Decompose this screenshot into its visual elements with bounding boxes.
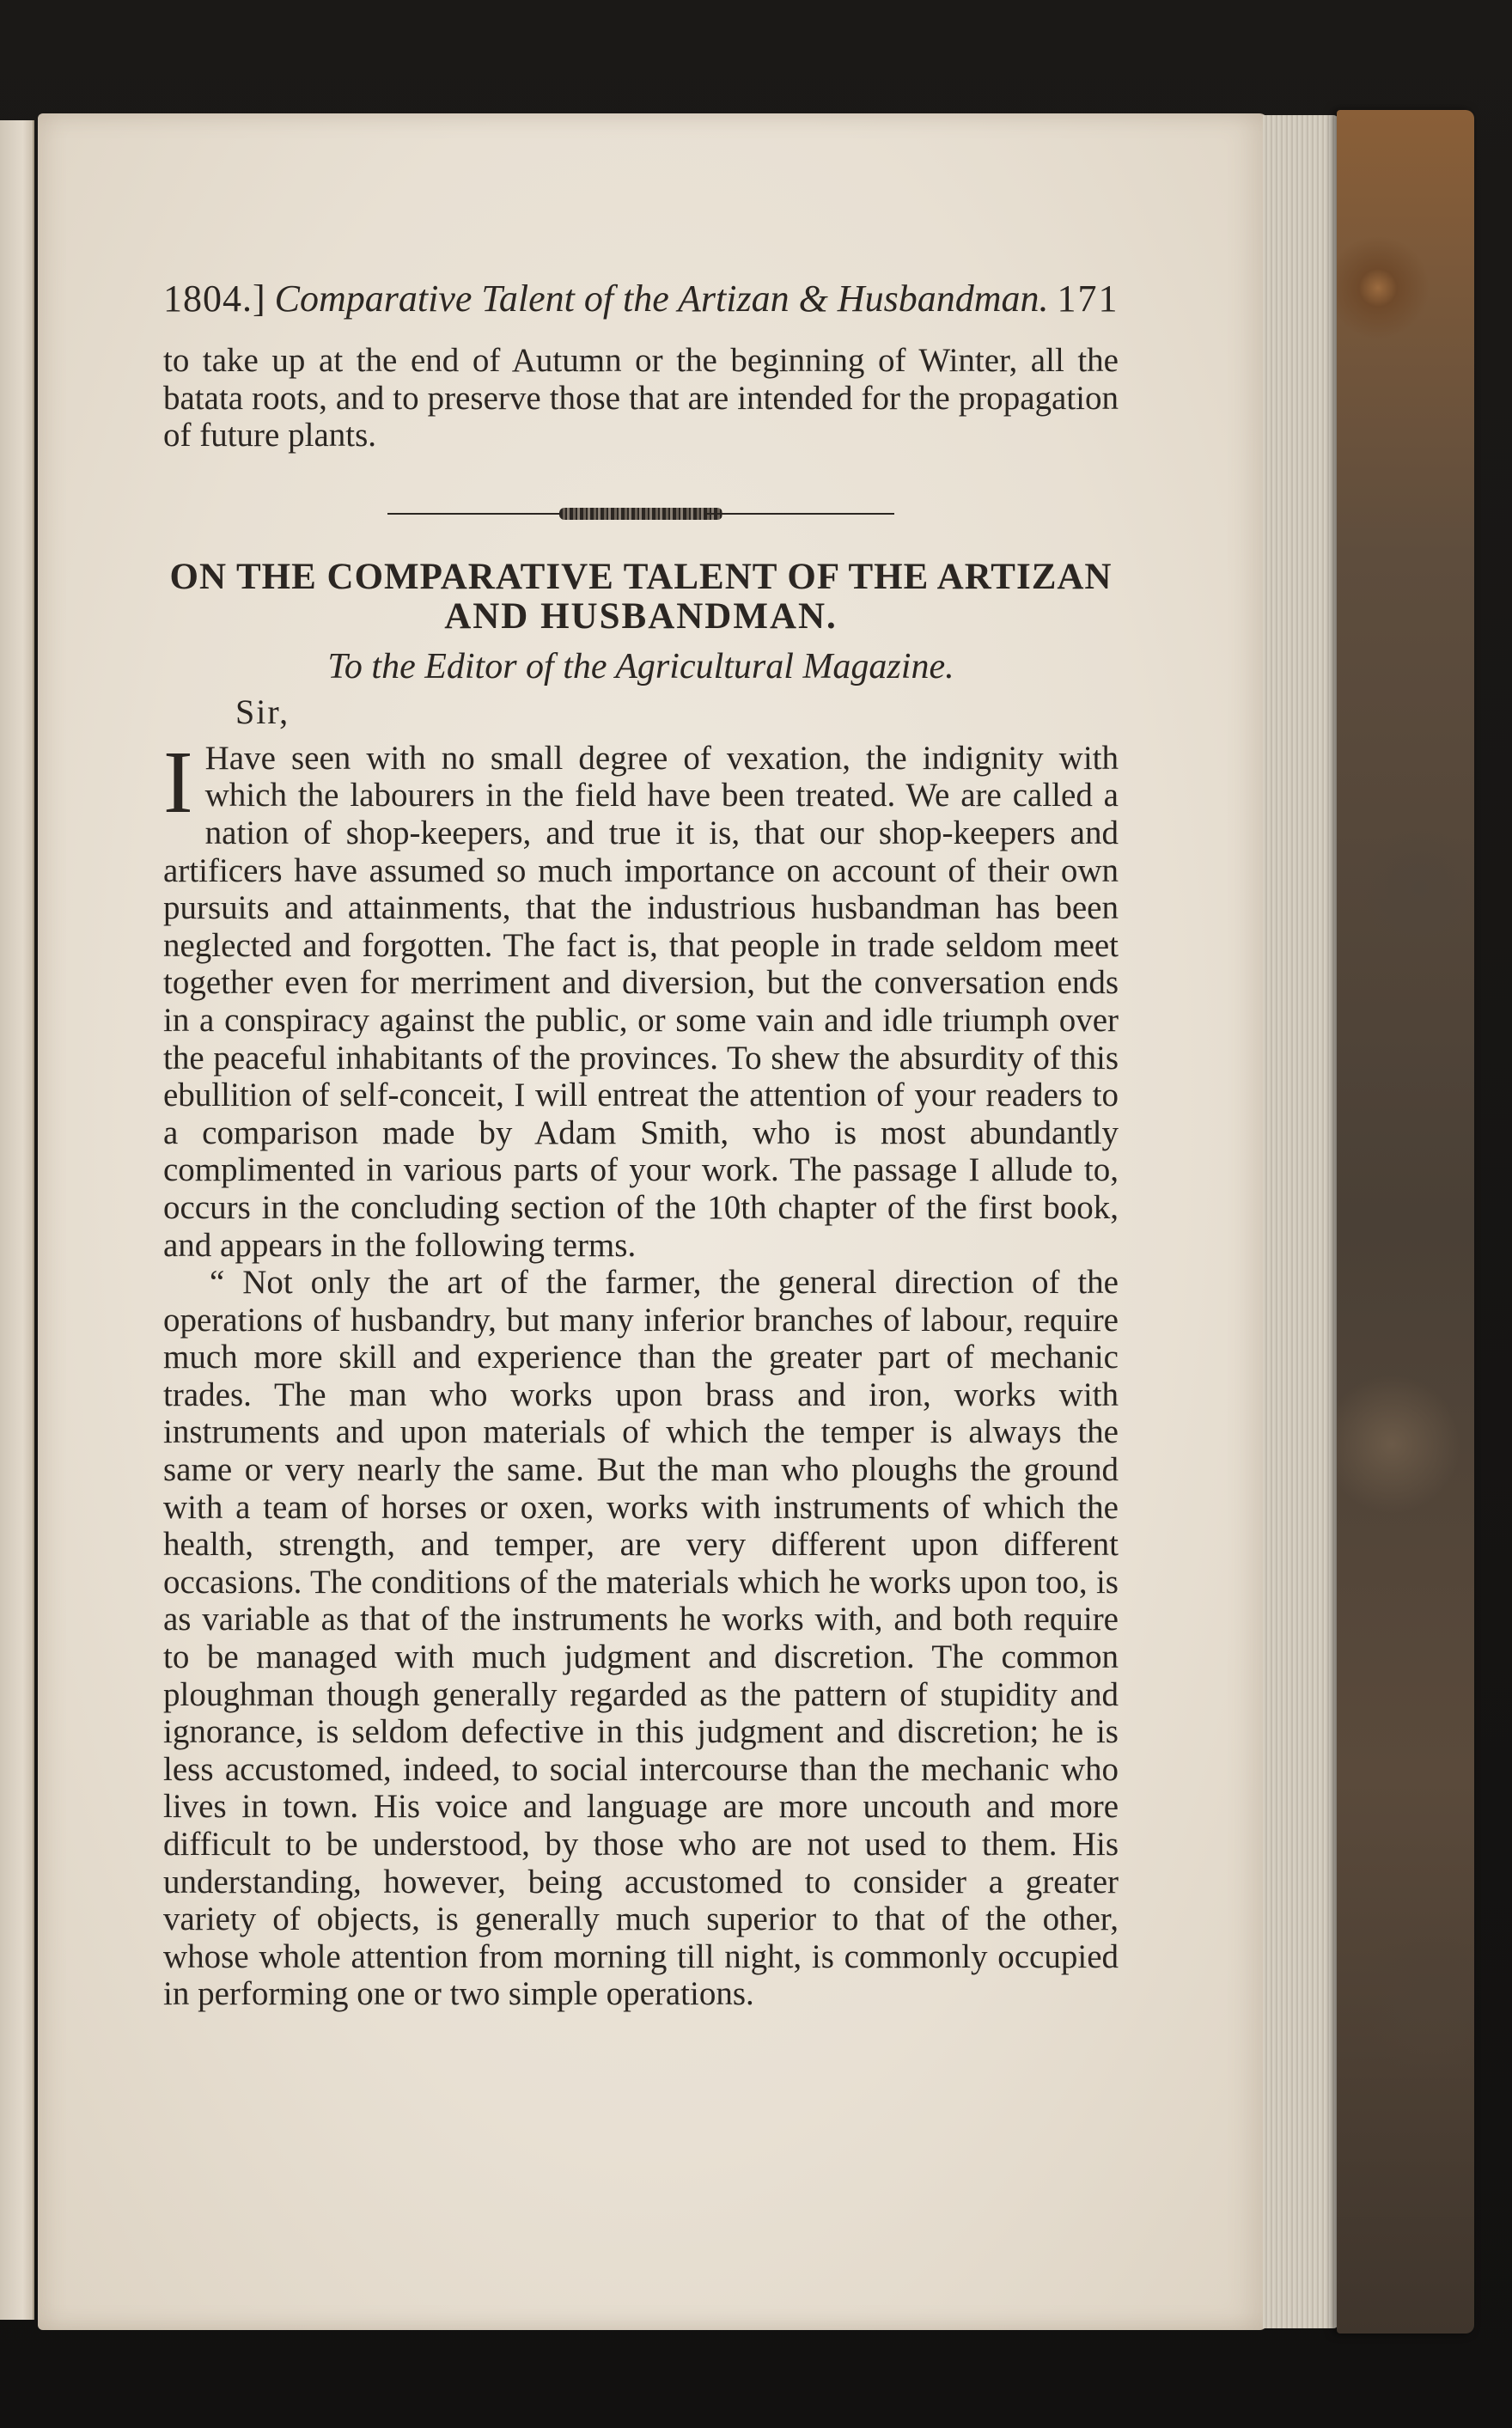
body-paragraph-1: Have seen with no small degree of vexation, the indignity with which the labourers in the field have been treated. We are called a nation of shop-keepers, and true it is, that our shop-keepers and artificers have assumed so much importance on account of their own pursuits and attainments, that the industrious husbandman has been neglected and forgotten. The fact is, that people in trade seldom meet together even for merriment and diversion, but the conversation ends in a conspiracy against the public, or some vain and idle triumph over the peaceful inhabitants of the provinces. To shew the absurdity of this ebullition of self-conceit, I will entreat the attention of your readers to a comparison made by Adam Smith, who is most abundantly complimented in various parts of your work. The passage I allude to, occurs in the concluding section of the 10th chapter of the first book, and appears in the following terms. [163, 739, 1119, 1264]
divider-ornament [559, 508, 722, 520]
running-head-year: 1804.] [163, 278, 266, 320]
running-head [163, 275, 1119, 326]
article-heading: ON THE COMPARATIVE TALENT OF THE ARTIZAN [169, 556, 1113, 597]
marbled-cover [1337, 110, 1474, 2333]
previous-page-edge [0, 120, 34, 2320]
divider-rule-left [387, 513, 568, 515]
section-divider [387, 504, 894, 523]
salutation: Sir, [235, 692, 290, 731]
body-paragraph-2: “ Not only the art of the farmer, the general direction of the operations of husbandry, but many inferior branches of labour, require much more skill and experience than the greater part of mechanic trades. The man who works upon brass and iron, works with instruments and upon materials of which the temper is always the same or very nearly the same. But the man who ploughs the ground with a team of horses or oxen, works with instruments of which the health, strength, and temper, are very different upon different occasions. The conditions of the materials which he works upon too, is as variable as that of the instruments he works with, and both require to be managed with much judgment and discretion. The common ploughman though generally regarded as the pattern of stupidity and ignorance, is seldom defective in this judgment and discretion; he is less accustomed, indeed, to social intercourse than the mechanic who lives in town. His voice and language are more uncouth and more difficult to be understood, by those who are not used to them. His understanding, however, being accustomed to consider a greater variety of objects, is generally much superior to that of the other, whose whole attention from morning till night, is commonly occupied in performing one or two simple operations. [163, 1264, 1119, 2013]
page-text [163, 275, 1119, 2013]
page-number: 171 [1057, 278, 1119, 320]
divider-rule-right [705, 513, 894, 515]
continuation-paragraph: to take up at the end of Autumn or the beginning of Winter, all the batata roots, and to preserve those that are intended for the propagation of future plants. [163, 342, 1119, 454]
page-edges [1263, 115, 1338, 2328]
running-head-title: Comparative Talent of the Artizan & Husbandman. [274, 278, 1049, 320]
drop-cap: I [163, 732, 193, 832]
article-subheading: AND HUSBANDMAN. [444, 595, 838, 637]
editor-address: To the Editor of the Agricultural Magazine. [327, 646, 954, 686]
letter-body [163, 732, 1119, 2013]
